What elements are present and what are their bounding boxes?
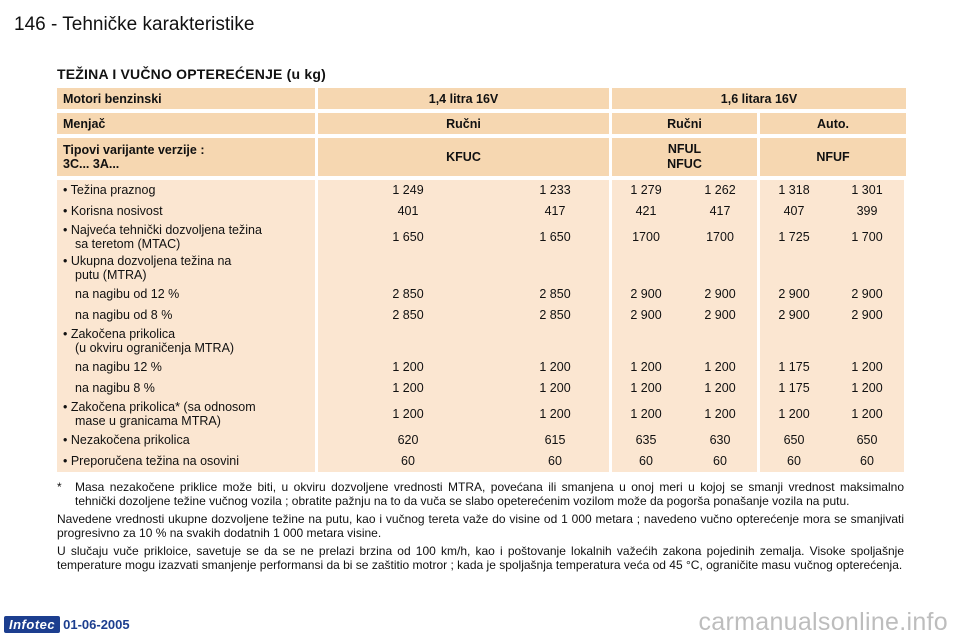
table-row: na nagibu 12 % 1 200 1 200 1 200 1 200 1 175 1 200 xyxy=(75,360,883,374)
engine-1: 1,4 litra 16V xyxy=(318,88,609,109)
page-number: 146 xyxy=(14,14,46,35)
watermark: carmanualsonline.info xyxy=(698,608,948,636)
gearbox-label: Menjač xyxy=(57,113,315,134)
type-2 xyxy=(612,138,757,176)
table-row: • Težina praznog 1 249 1 233 1 279 1 262 1 318 1 301 xyxy=(63,183,883,197)
notes xyxy=(57,480,904,576)
infotec-logo: Infotec xyxy=(4,616,60,633)
table-row: • Nezakočena prikolica 620 615 635 630 650 650 xyxy=(63,433,878,447)
section-title: TEŽINA I VUČNO OPTEREĆENJE (u kg) xyxy=(57,66,326,82)
footer-date: 01-06-2005 xyxy=(63,617,130,632)
footnote xyxy=(57,480,904,508)
engines-label: Motori benzinski xyxy=(57,88,315,109)
engine-2: 1,6 litara 16V xyxy=(612,88,906,109)
page-title: - Tehničke karakteristike xyxy=(50,14,255,35)
footer xyxy=(4,616,130,633)
weight-table xyxy=(57,180,904,471)
types-label-line1: Tipovi varijante verzije : xyxy=(63,143,205,157)
table-row: • Korisna nosivost 401 417 421 417 407 399 xyxy=(63,204,878,218)
gear-1: Ručni xyxy=(318,113,609,134)
header-row-engines xyxy=(57,88,904,109)
table-row: • Ukupna dozvoljena težina na putu (MTRA) xyxy=(63,254,232,282)
types-label-line2: 3C... 3A... xyxy=(63,157,120,171)
table-row: • Zakočena prikolica* (sa odnosom mase u granicama MTRA) 1 200 1 200 1 200 1 200 1 200 1 200 xyxy=(63,400,883,428)
note-paragraph-altitude: Navedene vrednosti ukupne dozvoljene težine na putu, kao i vučnog tereta važe do visine od 1 000 metara ; navedeno vučno opterećenje mora se smanjivati progresivno za 10 % na svakih dodatnih 1 000 metara visine. xyxy=(57,512,904,540)
gear-3: Auto. xyxy=(760,113,906,134)
gear-2: Ručni xyxy=(612,113,757,134)
footnote-star: * xyxy=(57,480,62,494)
header-row-types xyxy=(57,138,904,176)
table-row: • Najveća tehnički dozvoljena težina sa teretom (MTAC) 1 650 1 650 1700 1700 1 725 1 700 xyxy=(63,223,883,251)
table-row: na nagibu od 12 % 2 850 2 850 2 900 2 900 2 900 2 900 xyxy=(75,287,883,301)
type-2b: NFUC xyxy=(667,157,702,171)
footnote-text: Masa nezakočene priklice može biti, u okviru dozvoljene vrednosti MTRA, povećana ili smanjena u onoj meri u kojoj se smanji vrednost maksimalno tehnički dozoljene težine vučnog vozila ; obratite pažnju na to da vuča se slabo opeterećenim vozilom može da pogorša ponašanje vozila na putu. xyxy=(75,480,904,508)
table-row: • Zakočena prikolica (u okviru ograničenja MTRA) xyxy=(63,327,235,355)
type-1: KFUC xyxy=(318,138,609,176)
types-label xyxy=(57,138,315,176)
page-header xyxy=(14,14,254,36)
type-2a: NFUL xyxy=(667,142,702,156)
table-row: na nagibu od 8 % 2 850 2 850 2 900 2 900 2 900 2 900 xyxy=(75,308,883,322)
table-row: • Preporučena težina na osovini 60 60 60 60 60 60 xyxy=(63,454,874,468)
note-paragraph-speed: U slučaju vuče prikloice, savetuje se da se ne prelazi brzina od 100 km/h, kao i poštovanje lokalnih važećih zakona pojedinih zemalja. Visoke spoljašnje temperature mogu izazvati smanjenje performansi da bi se zaštitio motror ; kada je spoljašnja temperatura veća od 45 °C, ograničite masu vučnog opterećenja. xyxy=(57,544,904,572)
type-3: NFUF xyxy=(760,138,906,176)
header-row-gearbox xyxy=(57,113,904,134)
table-row: na nagibu 8 % 1 200 1 200 1 200 1 200 1 175 1 200 xyxy=(75,381,883,395)
